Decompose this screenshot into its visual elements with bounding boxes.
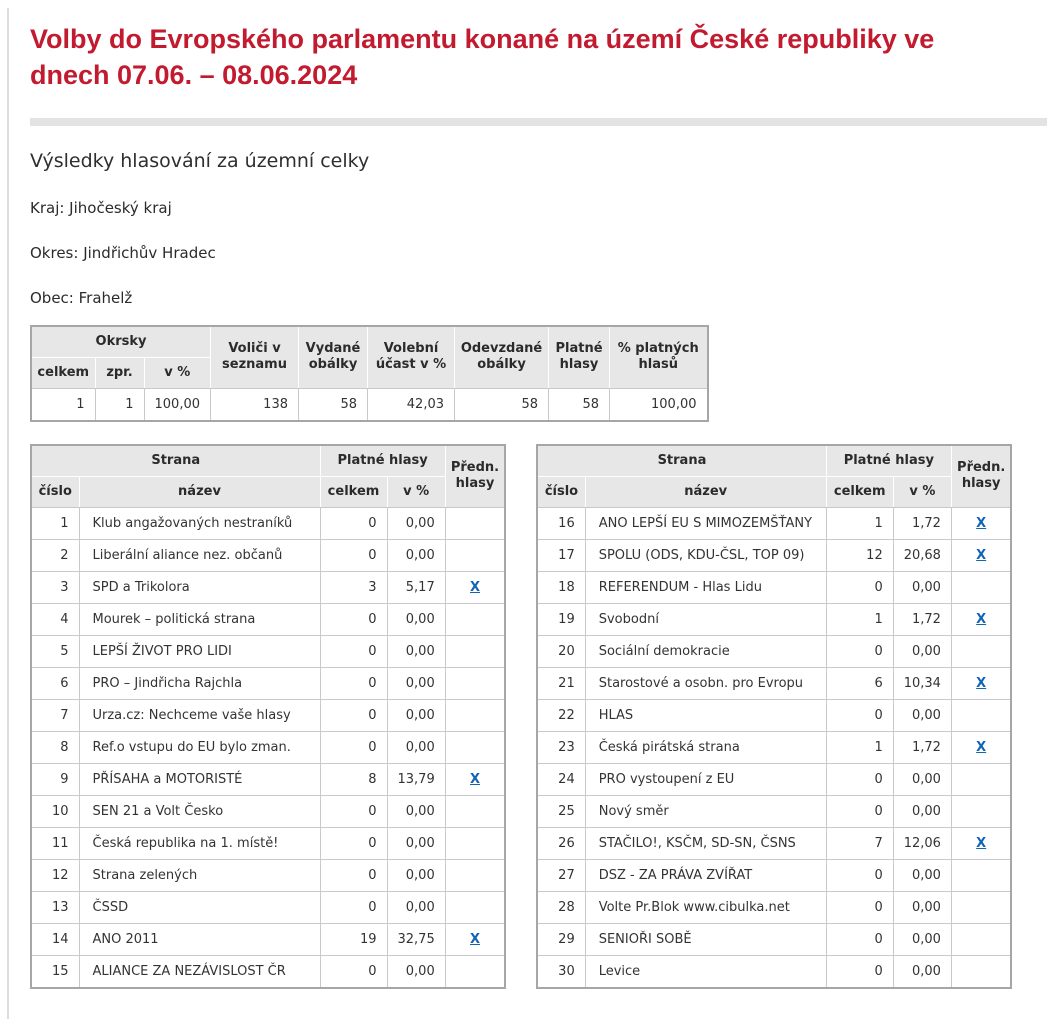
party-row — [537, 955, 1011, 988]
party-row — [537, 891, 1011, 923]
party-name: Mourek – politická strana — [79, 603, 320, 635]
party-number: 19 — [537, 603, 585, 635]
party-number: 27 — [537, 859, 585, 891]
party-votes: 1 — [826, 731, 893, 763]
party-pct: 0,00 — [893, 891, 951, 923]
party-pct: 0,00 — [893, 923, 951, 955]
party-row — [31, 859, 505, 891]
party-number: 22 — [537, 699, 585, 731]
party-row — [537, 859, 1011, 891]
party-row — [537, 795, 1011, 827]
party-name: ČSSD — [79, 891, 320, 923]
party-name: Sociální demokracie — [585, 635, 826, 667]
party-pct: 0,00 — [387, 731, 445, 763]
summary-row — [31, 388, 708, 421]
summary-header-volici: Voliči v seznamu — [211, 326, 299, 389]
party-number: 30 — [537, 955, 585, 988]
summary-header-okrsky-celkem: celkem — [31, 357, 95, 388]
party-row — [537, 667, 1011, 699]
pref-votes-cell — [445, 923, 505, 955]
party-pct: 0,00 — [387, 667, 445, 699]
party-votes: 0 — [320, 539, 387, 571]
party-number: 24 — [537, 763, 585, 795]
party-votes: 0 — [320, 891, 387, 923]
pref-votes-cell — [951, 603, 1011, 635]
party-votes: 0 — [320, 699, 387, 731]
party-row — [31, 923, 505, 955]
party-name: SPD a Trikolora — [79, 571, 320, 603]
party-votes: 0 — [320, 507, 387, 539]
party-name: ANO LEPŠÍ EU S MIMOZEMŠŤANY — [585, 507, 826, 539]
party-header-strana: Strana — [31, 445, 320, 477]
party-number: 14 — [31, 923, 79, 955]
party-header-cislo: číslo — [31, 476, 79, 507]
party-name: Česká pirátská strana — [585, 731, 826, 763]
party-name: ALIANCE ZA NEZÁVISLOST ČR — [79, 955, 320, 988]
party-row — [537, 539, 1011, 571]
party-row — [537, 763, 1011, 795]
party-table-left — [30, 444, 506, 989]
party-row — [31, 571, 505, 603]
party-pct: 0,00 — [387, 827, 445, 859]
party-number: 2 — [31, 539, 79, 571]
party-pct: 0,00 — [893, 635, 951, 667]
party-pct: 0,00 — [387, 539, 445, 571]
summary-vydane-obalky: 58 — [299, 388, 368, 421]
pref-votes-cell — [445, 507, 505, 539]
pref-votes-cell — [951, 763, 1011, 795]
party-votes: 1 — [826, 603, 893, 635]
party-name: Volte Pr.Blok www.cibulka.net — [585, 891, 826, 923]
party-pct: 0,00 — [387, 955, 445, 988]
party-name: Klub angažovaných nestraníků — [79, 507, 320, 539]
pref-votes-cell — [951, 955, 1011, 988]
party-votes: 0 — [320, 795, 387, 827]
pref-votes-cell — [951, 795, 1011, 827]
party-votes: 0 — [826, 923, 893, 955]
party-number: 8 — [31, 731, 79, 763]
party-number: 11 — [31, 827, 79, 859]
party-votes: 3 — [320, 571, 387, 603]
party-number: 13 — [31, 891, 79, 923]
party-name: Svobodní — [585, 603, 826, 635]
pref-votes-cell — [951, 859, 1011, 891]
party-row — [537, 699, 1011, 731]
party-name: Česká republika na 1. místě! — [79, 827, 320, 859]
party-number: 1 — [31, 507, 79, 539]
summary-volici: 138 — [211, 388, 299, 421]
party-row — [31, 955, 505, 988]
party-row — [537, 507, 1011, 539]
summary-header-ucast: Volební účast v % — [368, 326, 455, 389]
party-header-platne-hlasy: Platné hlasy — [320, 445, 445, 477]
party-row — [31, 891, 505, 923]
party-row — [31, 731, 505, 763]
pref-votes-link[interactable]: X — [976, 547, 987, 563]
summary-pct-platnych: 100,00 — [610, 388, 708, 421]
party-row — [537, 603, 1011, 635]
pref-votes-cell — [951, 891, 1011, 923]
party-header-cislo: číslo — [537, 476, 585, 507]
party-name: PRO vystoupení z EU — [585, 763, 826, 795]
party-votes: 1 — [826, 507, 893, 539]
party-row — [31, 763, 505, 795]
party-row — [537, 731, 1011, 763]
party-pct: 0,00 — [387, 859, 445, 891]
summary-header-okrsky: Okrsky — [31, 326, 211, 358]
party-pct: 0,00 — [893, 571, 951, 603]
party-row — [31, 827, 505, 859]
pref-votes-link[interactable]: X — [976, 835, 987, 851]
party-pct: 0,00 — [387, 699, 445, 731]
pref-votes-cell — [445, 763, 505, 795]
party-row — [31, 603, 505, 635]
party-name: PRO – Jindřicha Rajchla — [79, 667, 320, 699]
party-votes: 12 — [826, 539, 893, 571]
party-row — [537, 923, 1011, 955]
party-name: SENIOŘI SOBĚ — [585, 923, 826, 955]
party-name: Starostové a osobn. pro Evropu — [585, 667, 826, 699]
party-number: 29 — [537, 923, 585, 955]
party-votes: 0 — [826, 859, 893, 891]
page-title: Volby do Evropského parlamentu konané na území České republiky ve dnech 07.06. – 08.06.2024 — [30, 24, 935, 90]
party-number: 26 — [537, 827, 585, 859]
party-number: 5 — [31, 635, 79, 667]
party-pct: 0,00 — [893, 763, 951, 795]
party-pct: 0,00 — [893, 859, 951, 891]
party-pct: 0,00 — [893, 955, 951, 988]
party-name: HLAS — [585, 699, 826, 731]
pref-votes-cell — [951, 731, 1011, 763]
pref-votes-cell — [445, 827, 505, 859]
pref-votes-cell — [951, 923, 1011, 955]
party-pct: 1,72 — [893, 603, 951, 635]
party-pct: 1,72 — [893, 731, 951, 763]
party-votes: 0 — [826, 891, 893, 923]
party-pct: 20,68 — [893, 539, 951, 571]
party-row — [537, 827, 1011, 859]
summary-odevzdane-obalky: 58 — [455, 388, 549, 421]
pref-votes-cell — [445, 603, 505, 635]
party-votes: 0 — [826, 795, 893, 827]
party-row — [31, 635, 505, 667]
pref-votes-cell — [445, 699, 505, 731]
pref-votes-cell — [445, 859, 505, 891]
pref-votes-cell — [445, 571, 505, 603]
party-number: 28 — [537, 891, 585, 923]
party-pct: 0,00 — [893, 699, 951, 731]
party-header-strana: Strana — [537, 445, 826, 477]
party-votes: 0 — [826, 571, 893, 603]
pref-votes-cell — [951, 571, 1011, 603]
summary-header-okrsky-zpr: zpr. — [95, 357, 144, 388]
party-votes: 0 — [320, 667, 387, 699]
party-number: 17 — [537, 539, 585, 571]
pref-votes-cell — [951, 539, 1011, 571]
pref-votes-link[interactable]: X — [976, 739, 987, 755]
pref-votes-cell — [951, 827, 1011, 859]
party-header-platne-hlasy: Platné hlasy — [826, 445, 951, 477]
party-name: ANO 2011 — [79, 923, 320, 955]
party-votes: 0 — [320, 827, 387, 859]
party-number: 9 — [31, 763, 79, 795]
summary-okrsky-celkem: 1 — [31, 388, 95, 421]
party-votes: 19 — [320, 923, 387, 955]
party-number: 7 — [31, 699, 79, 731]
party-row — [31, 699, 505, 731]
pref-votes-cell — [951, 699, 1011, 731]
party-votes: 0 — [320, 955, 387, 988]
party-pct: 0,00 — [387, 507, 445, 539]
pref-votes-link[interactable]: X — [469, 771, 480, 787]
party-name: SPOLU (ODS, KDU-ČSL, TOP 09) — [585, 539, 826, 571]
party-header-vpct: v % — [387, 476, 445, 507]
summary-header-odevzdane-obalky: Odevzdané obálky — [455, 326, 549, 389]
pref-votes-cell — [445, 731, 505, 763]
summary-okrsky-zpr: 1 — [95, 388, 144, 421]
party-votes: 0 — [826, 763, 893, 795]
party-pct: 32,75 — [387, 923, 445, 955]
party-name: Levice — [585, 955, 826, 988]
region-obec: Obec: Frahelž — [30, 288, 133, 307]
party-name: DSZ - ZA PRÁVA ZVÍŘAT — [585, 859, 826, 891]
party-pct: 0,00 — [387, 635, 445, 667]
pref-votes-cell — [445, 795, 505, 827]
pref-votes-link[interactable]: X — [976, 515, 987, 531]
party-header-nazev: název — [585, 476, 826, 507]
section-heading: Výsledky hlasování za územní celky — [30, 149, 370, 172]
pref-votes-cell — [445, 635, 505, 667]
region-kraj: Kraj: Jihočeský kraj — [30, 198, 172, 217]
party-pct: 12,06 — [893, 827, 951, 859]
summary-platne-hlasy: 58 — [549, 388, 610, 421]
summary-header-vydane-obalky: Vydané obálky — [299, 326, 368, 389]
party-row — [537, 635, 1011, 667]
party-number: 12 — [31, 859, 79, 891]
party-name: LEPŠÍ ŽIVOT PRO LIDI — [79, 635, 320, 667]
party-name: SEN 21 a Volt Česko — [79, 795, 320, 827]
party-votes: 0 — [320, 731, 387, 763]
party-header-nazev: název — [79, 476, 320, 507]
party-row — [537, 571, 1011, 603]
party-header-predn-hlasy: Předn. hlasy — [445, 445, 505, 508]
party-votes: 0 — [826, 699, 893, 731]
party-pct: 10,34 — [893, 667, 951, 699]
party-pct: 1,72 — [893, 507, 951, 539]
party-name: Liberální aliance nez. občanů — [79, 539, 320, 571]
party-tables — [30, 444, 1047, 989]
pref-votes-link[interactable]: X — [469, 579, 480, 595]
party-header-celkem: celkem — [826, 476, 893, 507]
party-row — [31, 795, 505, 827]
pref-votes-cell — [951, 635, 1011, 667]
summary-header-okrsky-vpct: v % — [144, 357, 211, 388]
party-name: Strana zelených — [79, 859, 320, 891]
pref-votes-cell — [951, 507, 1011, 539]
party-votes: 0 — [320, 859, 387, 891]
party-votes: 0 — [320, 635, 387, 667]
party-number: 20 — [537, 635, 585, 667]
party-name: REFERENDUM - Hlas Lidu — [585, 571, 826, 603]
party-name: Nový směr — [585, 795, 826, 827]
summary-header-platne-hlasy: Platné hlasy — [549, 326, 610, 389]
party-pct: 5,17 — [387, 571, 445, 603]
party-header-celkem: celkem — [320, 476, 387, 507]
party-number: 25 — [537, 795, 585, 827]
party-votes: 0 — [826, 955, 893, 988]
party-number: 18 — [537, 571, 585, 603]
pref-votes-link[interactable]: X — [469, 931, 480, 947]
party-name: Ref.o vstupu do EU bylo zman. — [79, 731, 320, 763]
page-left-rule — [7, 8, 9, 1019]
party-row — [31, 539, 505, 571]
party-number: 10 — [31, 795, 79, 827]
summary-ucast: 42,03 — [368, 388, 455, 421]
party-number: 21 — [537, 667, 585, 699]
party-name: STAČILO!, KSČM, SD-SN, ČSNS — [585, 827, 826, 859]
pref-votes-cell — [445, 891, 505, 923]
party-pct: 0,00 — [387, 795, 445, 827]
summary-okrsky-vpct: 100,00 — [144, 388, 211, 421]
party-number: 4 — [31, 603, 79, 635]
pref-votes-link[interactable]: X — [976, 675, 987, 691]
summary-header-pct-platnych: % platných hlasů — [610, 326, 708, 389]
party-votes: 0 — [826, 635, 893, 667]
title-divider — [30, 118, 1047, 126]
pref-votes-cell — [445, 539, 505, 571]
party-number: 6 — [31, 667, 79, 699]
party-pct: 0,00 — [387, 603, 445, 635]
summary-table — [30, 325, 709, 422]
party-row — [31, 507, 505, 539]
pref-votes-cell — [445, 667, 505, 699]
pref-votes-link[interactable]: X — [976, 611, 987, 627]
party-number: 16 — [537, 507, 585, 539]
party-number: 23 — [537, 731, 585, 763]
party-votes: 0 — [320, 603, 387, 635]
party-votes: 6 — [826, 667, 893, 699]
party-pct: 0,00 — [893, 795, 951, 827]
pref-votes-cell — [445, 955, 505, 988]
party-number: 3 — [31, 571, 79, 603]
party-votes: 8 — [320, 763, 387, 795]
region-okres: Okres: Jindřichův Hradec — [30, 243, 216, 262]
party-table-right — [536, 444, 1012, 989]
pref-votes-cell — [951, 667, 1011, 699]
party-pct: 0,00 — [387, 891, 445, 923]
party-name: Urza.cz: Nechceme vaše hlasy — [79, 699, 320, 731]
party-number: 15 — [31, 955, 79, 988]
party-name: PŘÍSAHA a MOTORISTÉ — [79, 763, 320, 795]
party-header-predn-hlasy: Předn. hlasy — [951, 445, 1011, 508]
party-pct: 13,79 — [387, 763, 445, 795]
party-row — [31, 667, 505, 699]
party-votes: 7 — [826, 827, 893, 859]
party-header-vpct: v % — [893, 476, 951, 507]
